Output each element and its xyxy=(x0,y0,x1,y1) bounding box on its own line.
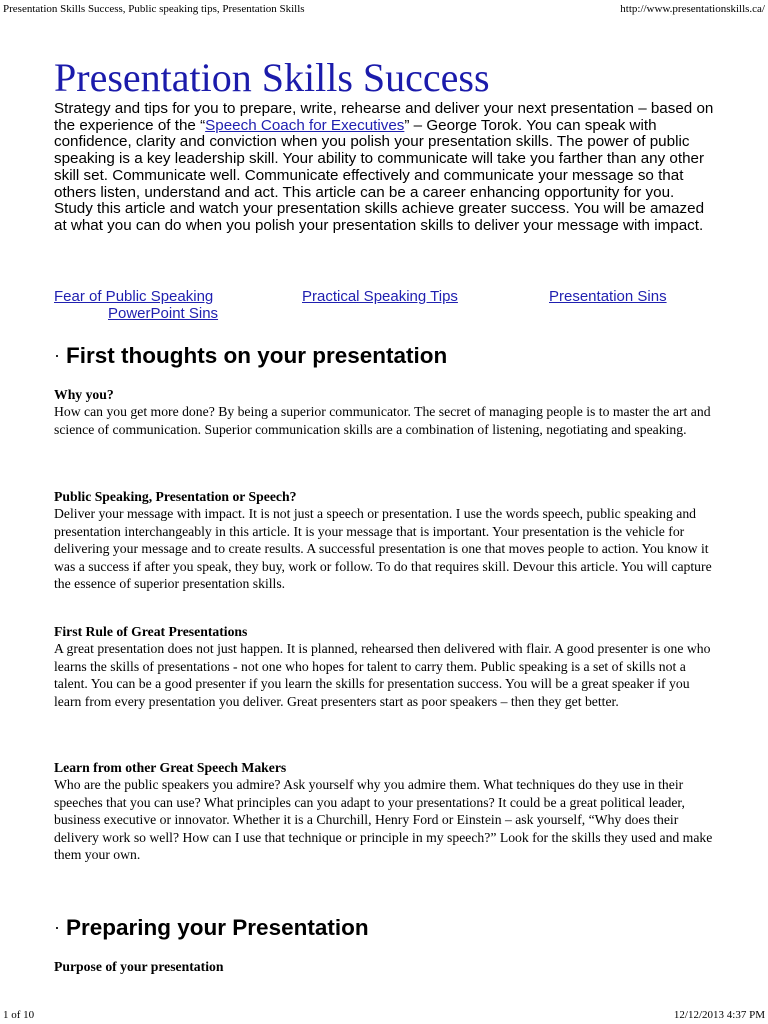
section-bullet: · xyxy=(54,345,60,365)
page-title: Presentation Skills Success xyxy=(54,55,490,100)
print-datetime: 12/12/2013 4:37 PM xyxy=(673,1009,765,1021)
section-bullet: · xyxy=(54,917,60,937)
topic-nav xyxy=(0,288,768,328)
subsection-heading: First Rule of Great Presentations xyxy=(54,624,248,639)
subsection-body: How can you get more done? By being a superior communicator. The secret of managing people is to master the art and science of communication. Superior communication skills are a combination of listening, negotiating and speaking. xyxy=(54,404,711,437)
print-footer xyxy=(3,1008,765,1022)
intro-paragraph xyxy=(54,101,714,235)
subsection-purpose xyxy=(54,958,714,975)
section-title-text: Preparing your Presentation xyxy=(66,915,369,940)
subsection-heading: Learn from other Great Speech Makers xyxy=(54,760,287,775)
print-header-title: Presentation Skills Success, Public speaking tips, Presentation Skills xyxy=(3,3,305,15)
print-header-url: http://www.presentationskills.ca/ xyxy=(620,3,765,15)
subsection-learn-from xyxy=(54,759,714,863)
page-number: 1 of 10 xyxy=(3,1009,35,1021)
section-title-preparing xyxy=(54,914,369,943)
subsection-heading: Why you? xyxy=(54,387,114,402)
subsection-public-speaking xyxy=(54,488,714,592)
section-title-first-thoughts xyxy=(54,342,447,371)
intro-text-before: Strategy and tips for you to prepare, write, rehearse and deliver your next presentation – based on the experience of the “ xyxy=(54,100,714,134)
subsection-heading: Public Speaking, Presentation or Speech? xyxy=(54,489,297,504)
intro-text-after: ” – George Torok. You can speak with confidence, clarity and conviction when you polish your presentation skills. The power of public speaking is a key leadership skill. Your ability to communicate will take you farther than any other skill set. Communicate well. Communicate effectively and communicate your message so that others listen, understand and act. This article can be a career enhancing opportunity for you. Study this article and watch your presentation skills achieve greater success. You will be amazed at what you can do when you polish your presentation skills to deliver your message with impact. xyxy=(54,116,705,234)
speech-coach-link[interactable]: Speech Coach for Executives xyxy=(205,116,405,134)
subsection-body: Who are the public speakers you admire? Ask yourself why you admire them. What techniques do they use in their speeches that you can use? What principles can you adapt to your presentations? It could be a great political leader, business executive or innovator. Whether it is a Churchill, Henry Ford or Einstein – ask yourself, “Why does their delivery work so well? How can I use that technique or principle in my speech?” Look for the skills they used and make them your own. xyxy=(54,777,713,863)
section-title-text: First thoughts on your presentation xyxy=(66,343,448,368)
subsection-why-you xyxy=(54,386,714,438)
subsection-body: Deliver your message with impact. It is not just a speech or presentation. I use the words speech, public speaking and presentation interchangeably in this article. It is your message that is important. Your presentation is the vehicle for delivering your message and to create results. A successful presentation is one that moves people to action. You know it was a success if after you speak, they buy, work or follow. To do that requires skill. Devour this article. You will capture the essence of superior presentation skills. xyxy=(54,506,712,592)
nav-link-fear-of-public-speaking[interactable]: Fear of Public Speaking xyxy=(54,288,214,305)
subsection-first-rule xyxy=(54,623,714,710)
nav-link-presentation-sins[interactable]: Presentation Sins xyxy=(549,288,667,305)
nav-link-practical-speaking-tips[interactable]: Practical Speaking Tips xyxy=(302,288,458,305)
subsection-heading: Purpose of your presentation xyxy=(54,959,224,974)
subsection-body: A great presentation does not just happen. It is planned, rehearsed then delivered with flair. A good presenter is one who learns the skills of presentations - not one who hopes for talent to carry them. Public speaking is a set of skills not a talent. You can be a good presenter if you learn the skills for presentation success. You will be a great speaker if you learn from every presentation you deliver. Great presenters start as poor speakers – then they get better. xyxy=(54,641,711,709)
print-header xyxy=(3,2,765,16)
nav-link-powerpoint-sins[interactable]: PowerPoint Sins xyxy=(108,305,219,322)
